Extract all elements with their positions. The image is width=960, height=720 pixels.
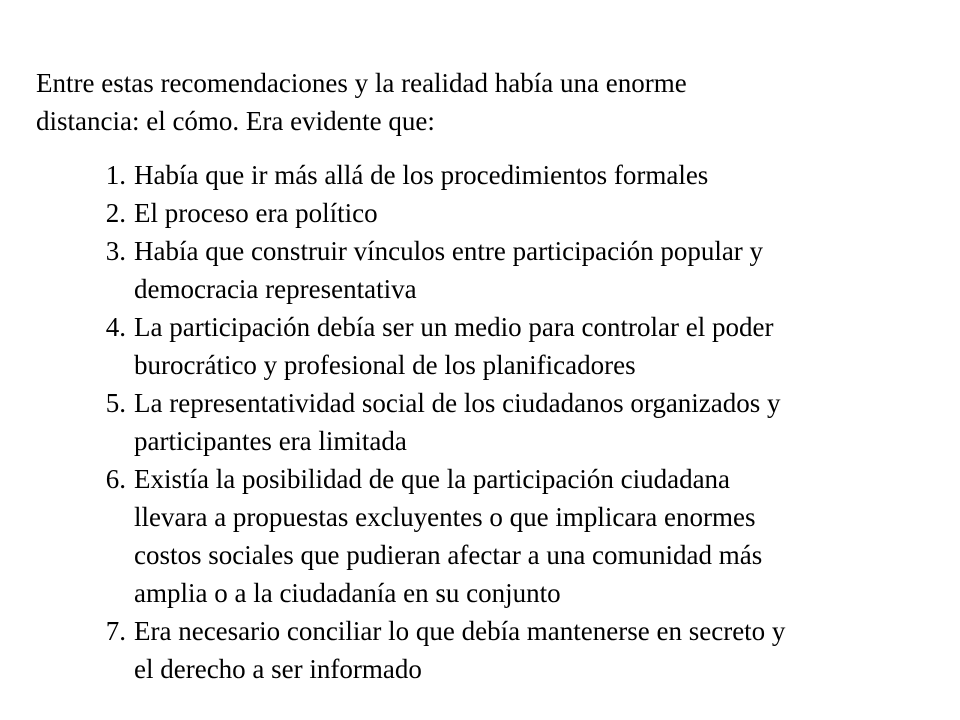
list-item xyxy=(36,232,916,308)
item-number: 3. xyxy=(105,236,126,266)
numbered-list xyxy=(36,156,916,688)
item-text xyxy=(132,460,916,612)
item-text xyxy=(132,612,916,688)
item-number: 4. xyxy=(105,312,126,342)
item-line: democracia representativa xyxy=(134,274,417,304)
item-line: el derecho a ser informado xyxy=(134,654,422,684)
item-number: 1. xyxy=(105,160,126,190)
item-line: amplia o a la ciudadanía en su conjunto xyxy=(134,578,561,608)
list-item xyxy=(36,156,916,194)
item-line: participantes era limitada xyxy=(134,426,407,456)
list-item xyxy=(36,612,916,688)
item-number: 5. xyxy=(105,388,126,418)
item-line: Había que ir más allá de los procedimientos formales xyxy=(134,160,709,190)
list-item xyxy=(36,194,916,232)
item-line: Había que construir vínculos entre participación popular y xyxy=(134,236,764,266)
intro-paragraph xyxy=(36,64,916,140)
item-number: 2. xyxy=(105,198,126,228)
intro-line: Entre estas recomendaciones y la realidad había una enorme xyxy=(36,68,687,98)
item-text xyxy=(132,194,916,232)
item-line: llevara a propuestas excluyentes o que implicara enormes xyxy=(134,502,756,532)
list-item xyxy=(36,460,916,612)
item-line: El proceso era político xyxy=(134,198,378,228)
item-line: La participación debía ser un medio para controlar el poder xyxy=(134,312,774,342)
item-text xyxy=(132,384,916,460)
item-text xyxy=(132,156,916,194)
item-line: Era necesario conciliar lo que debía mantenerse en secreto y xyxy=(134,616,786,646)
list-item xyxy=(36,384,916,460)
item-number: 7. xyxy=(105,616,126,646)
item-line: costos sociales que pudieran afectar a una comunidad más xyxy=(134,540,763,570)
item-text xyxy=(132,308,916,384)
intro-line: distancia: el cómo. Era evidente que: xyxy=(36,106,435,136)
list-item xyxy=(36,308,916,384)
item-line: La representatividad social de los ciudadanos organizados y xyxy=(134,388,781,418)
item-line: burocrático y profesional de los planificadores xyxy=(134,350,636,380)
item-line: Existía la posibilidad de que la participación ciudadana xyxy=(134,464,731,494)
item-text xyxy=(132,232,916,308)
item-number: 6. xyxy=(105,464,126,494)
